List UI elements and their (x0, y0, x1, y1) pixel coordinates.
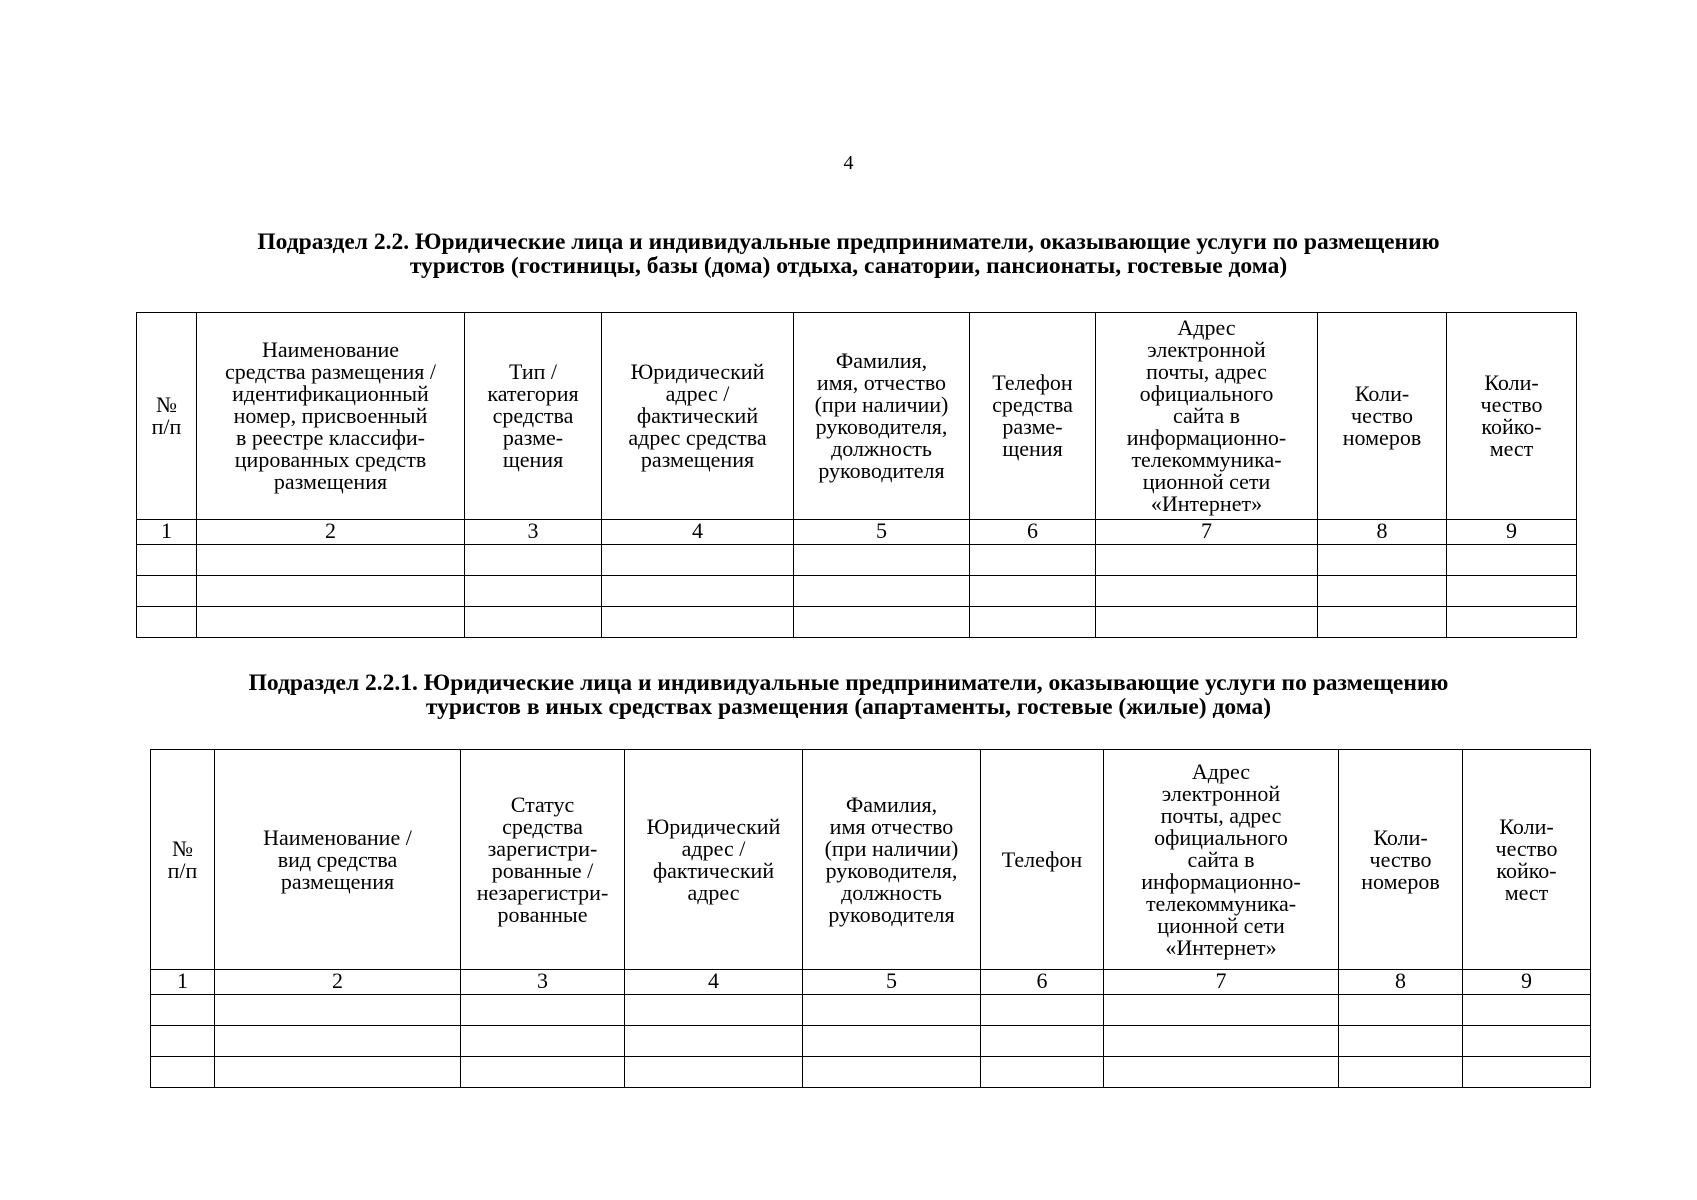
column-header: Тип / категория средства разме- щения (465, 313, 602, 520)
column-number: 9 (1463, 970, 1591, 995)
table-cell[interactable] (137, 607, 197, 638)
section-title-line: Подраздел 2.2.1. Юридические лица и индивидуальные предприниматели, оказывающие услуги по размещению (248, 670, 1449, 696)
column-header: Адрес электронной почты, адрес официального сайта в информационно- телекоммуника- ционной сети «Интернет» (1104, 750, 1339, 970)
table-cell[interactable] (197, 607, 465, 638)
column-header: Адрес электронной почты, адрес официального сайта в информационно- телекоммуника- ционной сети «Интернет» (1096, 313, 1318, 520)
page-number: 4 (843, 152, 854, 174)
column-header: Телефон (981, 750, 1104, 970)
accommodation-table (136, 312, 1577, 638)
table-cell[interactable] (197, 545, 465, 576)
table-cell[interactable] (197, 576, 465, 607)
table-cell[interactable] (1096, 576, 1318, 607)
column-number: 7 (1104, 970, 1339, 995)
table-cell[interactable] (1096, 545, 1318, 576)
table-cell[interactable] (465, 576, 602, 607)
table-cell[interactable] (1096, 607, 1318, 638)
table-cell[interactable] (981, 995, 1104, 1026)
table-cell[interactable] (602, 607, 794, 638)
column-number: 8 (1318, 520, 1447, 545)
column-number: 2 (215, 970, 461, 995)
table-cell[interactable] (215, 1026, 461, 1057)
table-cell[interactable] (602, 545, 794, 576)
column-number-row (137, 520, 1577, 545)
section-title-2-2-1 (0, 671, 1697, 719)
column-number: 6 (970, 520, 1096, 545)
column-header: Коли- чество номеров (1318, 313, 1447, 520)
table-cell[interactable] (461, 1026, 625, 1057)
column-header: Телефон средства разме- щения (970, 313, 1096, 520)
section-title-line: туристов (гостиницы, базы (дома) отдыха, санатории, пансионаты, гостевые дома) (409, 253, 1288, 279)
table-cell[interactable] (625, 995, 803, 1026)
column-number: 1 (137, 520, 197, 545)
table-cell[interactable] (1318, 576, 1447, 607)
column-number: 2 (197, 520, 465, 545)
column-number: 6 (981, 970, 1104, 995)
column-header: Юридический адрес / фактический адрес (625, 750, 803, 970)
table-cell[interactable] (151, 1026, 215, 1057)
table-cell[interactable] (1104, 1057, 1339, 1088)
column-header: Коли- чество койко- мест (1447, 313, 1577, 520)
table-cell[interactable] (970, 576, 1096, 607)
table-cell[interactable] (1447, 545, 1577, 576)
table-cell[interactable] (1463, 1026, 1591, 1057)
column-header: Коли- чество номеров (1339, 750, 1463, 970)
other-accommodation-table (150, 749, 1591, 1088)
section-title-line: туристов в иных средствах размещения (апартаменты, гостевые (жилые) дома) (425, 694, 1272, 720)
header-row (137, 313, 1577, 520)
table-cell[interactable] (151, 1057, 215, 1088)
table-cell[interactable] (803, 995, 981, 1026)
table-cell[interactable] (803, 1057, 981, 1088)
table-row (151, 1057, 1591, 1088)
table-cell[interactable] (970, 607, 1096, 638)
table-cell[interactable] (602, 576, 794, 607)
column-number: 4 (602, 520, 794, 545)
column-header: № п/п (137, 313, 197, 520)
column-header: Фамилия, имя, отчество (при наличии) руководителя, должность руководителя (794, 313, 970, 520)
table-cell[interactable] (1339, 1026, 1463, 1057)
table-cell[interactable] (465, 607, 602, 638)
table-cell[interactable] (803, 1026, 981, 1057)
table-cell[interactable] (1447, 576, 1577, 607)
column-number: 5 (803, 970, 981, 995)
column-header: Юридический адрес / фактический адрес средства размещения (602, 313, 794, 520)
table-row (151, 995, 1591, 1026)
table-cell[interactable] (1463, 995, 1591, 1026)
section-title-line: Подраздел 2.2. Юридические лица и индивидуальные предприниматели, оказывающие услуги по размещению (257, 229, 1440, 255)
column-header: Наименование средства размещения / идентификационный номер, присвоенный в реестре классифи- цированных средств размещения (197, 313, 465, 520)
table-cell[interactable] (1339, 995, 1463, 1026)
column-number: 3 (461, 970, 625, 995)
table-cell[interactable] (465, 545, 602, 576)
column-header: Статус средства зарегистри- рованные / незарегистри- рованные (461, 750, 625, 970)
column-number: 8 (1339, 970, 1463, 995)
section-title-2-2 (0, 230, 1697, 278)
column-number: 9 (1447, 520, 1577, 545)
table-cell[interactable] (137, 545, 197, 576)
column-number: 1 (151, 970, 215, 995)
column-header: Наименование / вид средства размещения (215, 750, 461, 970)
table-cell[interactable] (215, 995, 461, 1026)
column-number: 4 (625, 970, 803, 995)
table-cell[interactable] (970, 545, 1096, 576)
table-cell[interactable] (794, 576, 970, 607)
table-cell[interactable] (137, 576, 197, 607)
table-row (137, 576, 1577, 607)
table-row (151, 1026, 1591, 1057)
table-cell[interactable] (461, 995, 625, 1026)
table-cell[interactable] (1447, 607, 1577, 638)
column-header: № п/п (151, 750, 215, 970)
column-number-row (151, 970, 1591, 995)
column-number: 7 (1096, 520, 1318, 545)
table-row (137, 607, 1577, 638)
table-cell[interactable] (981, 1026, 1104, 1057)
table-cell[interactable] (1104, 995, 1339, 1026)
table-cell[interactable] (625, 1026, 803, 1057)
table-row (137, 545, 1577, 576)
table-cell[interactable] (794, 545, 970, 576)
table-cell[interactable] (625, 1057, 803, 1088)
table-cell[interactable] (981, 1057, 1104, 1088)
table-cell[interactable] (1339, 1057, 1463, 1088)
column-header: Коли- чество койко- мест (1463, 750, 1591, 970)
column-number: 5 (794, 520, 970, 545)
table-cell[interactable] (215, 1057, 461, 1088)
table-cell[interactable] (1463, 1057, 1591, 1088)
column-header: Фамилия, имя отчество (при наличии) руководителя, должность руководителя (803, 750, 981, 970)
column-number: 3 (465, 520, 602, 545)
table-cell[interactable] (1318, 545, 1447, 576)
table-cell[interactable] (794, 607, 970, 638)
table-cell[interactable] (1104, 1026, 1339, 1057)
table-cell[interactable] (151, 995, 215, 1026)
table-cell[interactable] (1318, 607, 1447, 638)
table-cell[interactable] (461, 1057, 625, 1088)
header-row (151, 750, 1591, 970)
